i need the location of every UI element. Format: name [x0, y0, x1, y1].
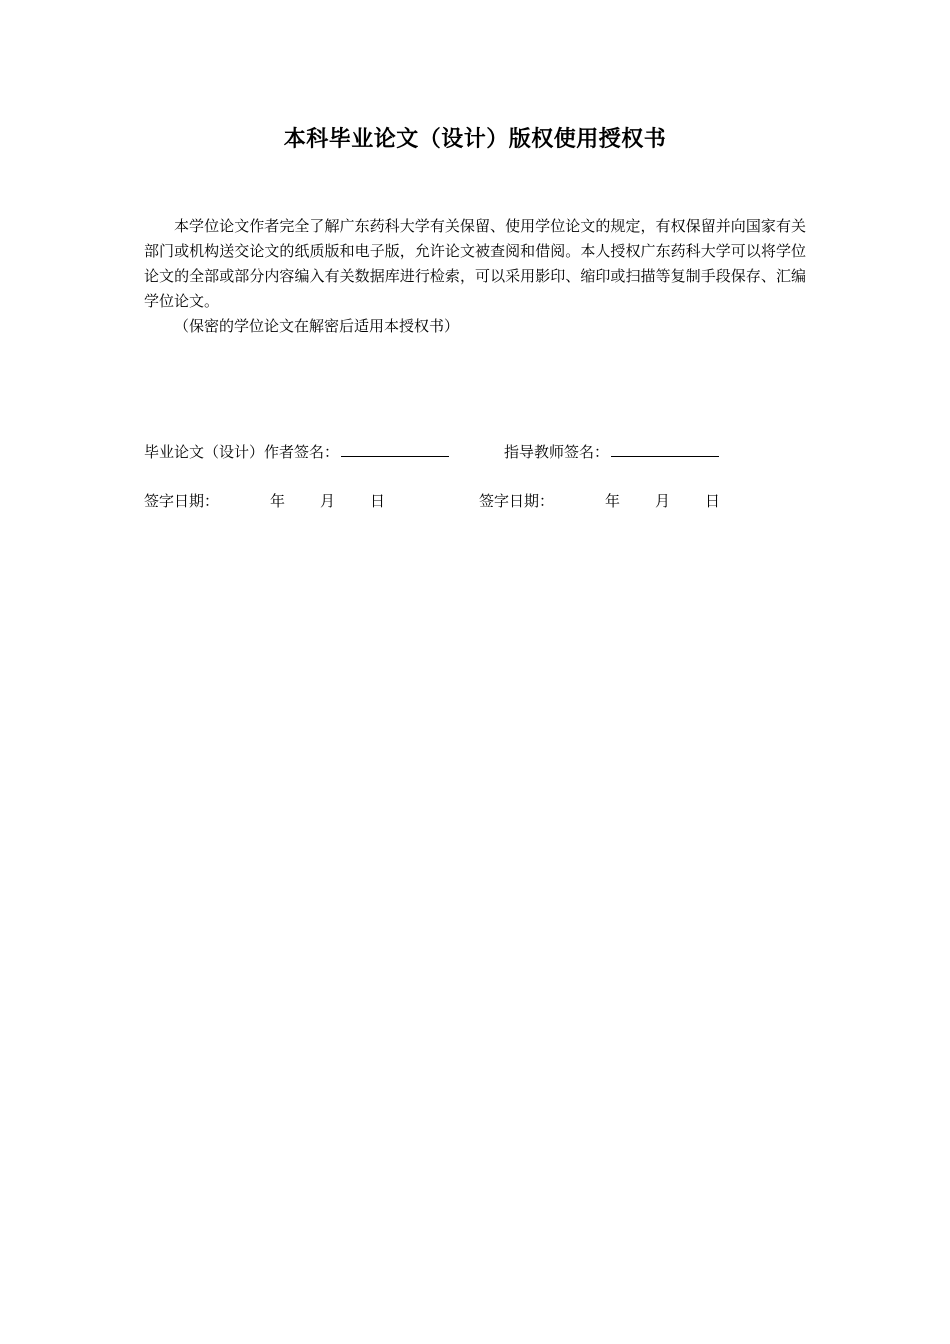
advisor-signature-group	[504, 440, 719, 464]
author-date-label: 签字日期：	[144, 492, 220, 510]
author-date-year: 年	[270, 492, 286, 510]
author-signature-group	[144, 440, 449, 464]
advisor-date-month: 月	[655, 492, 671, 510]
advisor-date-label: 签字日期：	[479, 492, 555, 510]
author-signature-label: 毕业论文（设计）作者签名：	[144, 443, 340, 461]
authorization-paragraph: 本学位论文作者完全了解广东药科大学有关保留、使用学位论文的规定，有权保留并向国家有关部门或机构送交论文的纸质版和电子版，允许论文被查阅和借阅。本人授权广东药科大学可以将学位论文的全部或部分内容编入有关数据库进行检索，可以采用影印、缩印或扫描等复制手段保存、汇编学位论文。	[144, 217, 806, 310]
confidential-note: （保密的学位论文在解密后适用本授权书）	[174, 317, 460, 335]
advisor-signature-label: 指导教师签名：	[504, 443, 610, 461]
author-signature-line	[341, 441, 449, 457]
author-date-day: 日	[370, 492, 386, 510]
authorization-body	[144, 214, 806, 339]
advisor-signature-line	[611, 441, 719, 457]
advisor-date-day: 日	[705, 492, 721, 510]
author-date-month: 月	[320, 492, 336, 510]
page-title: 本科毕业论文（设计）版权使用授权书	[283, 127, 667, 152]
advisor-date-year: 年	[605, 492, 621, 510]
